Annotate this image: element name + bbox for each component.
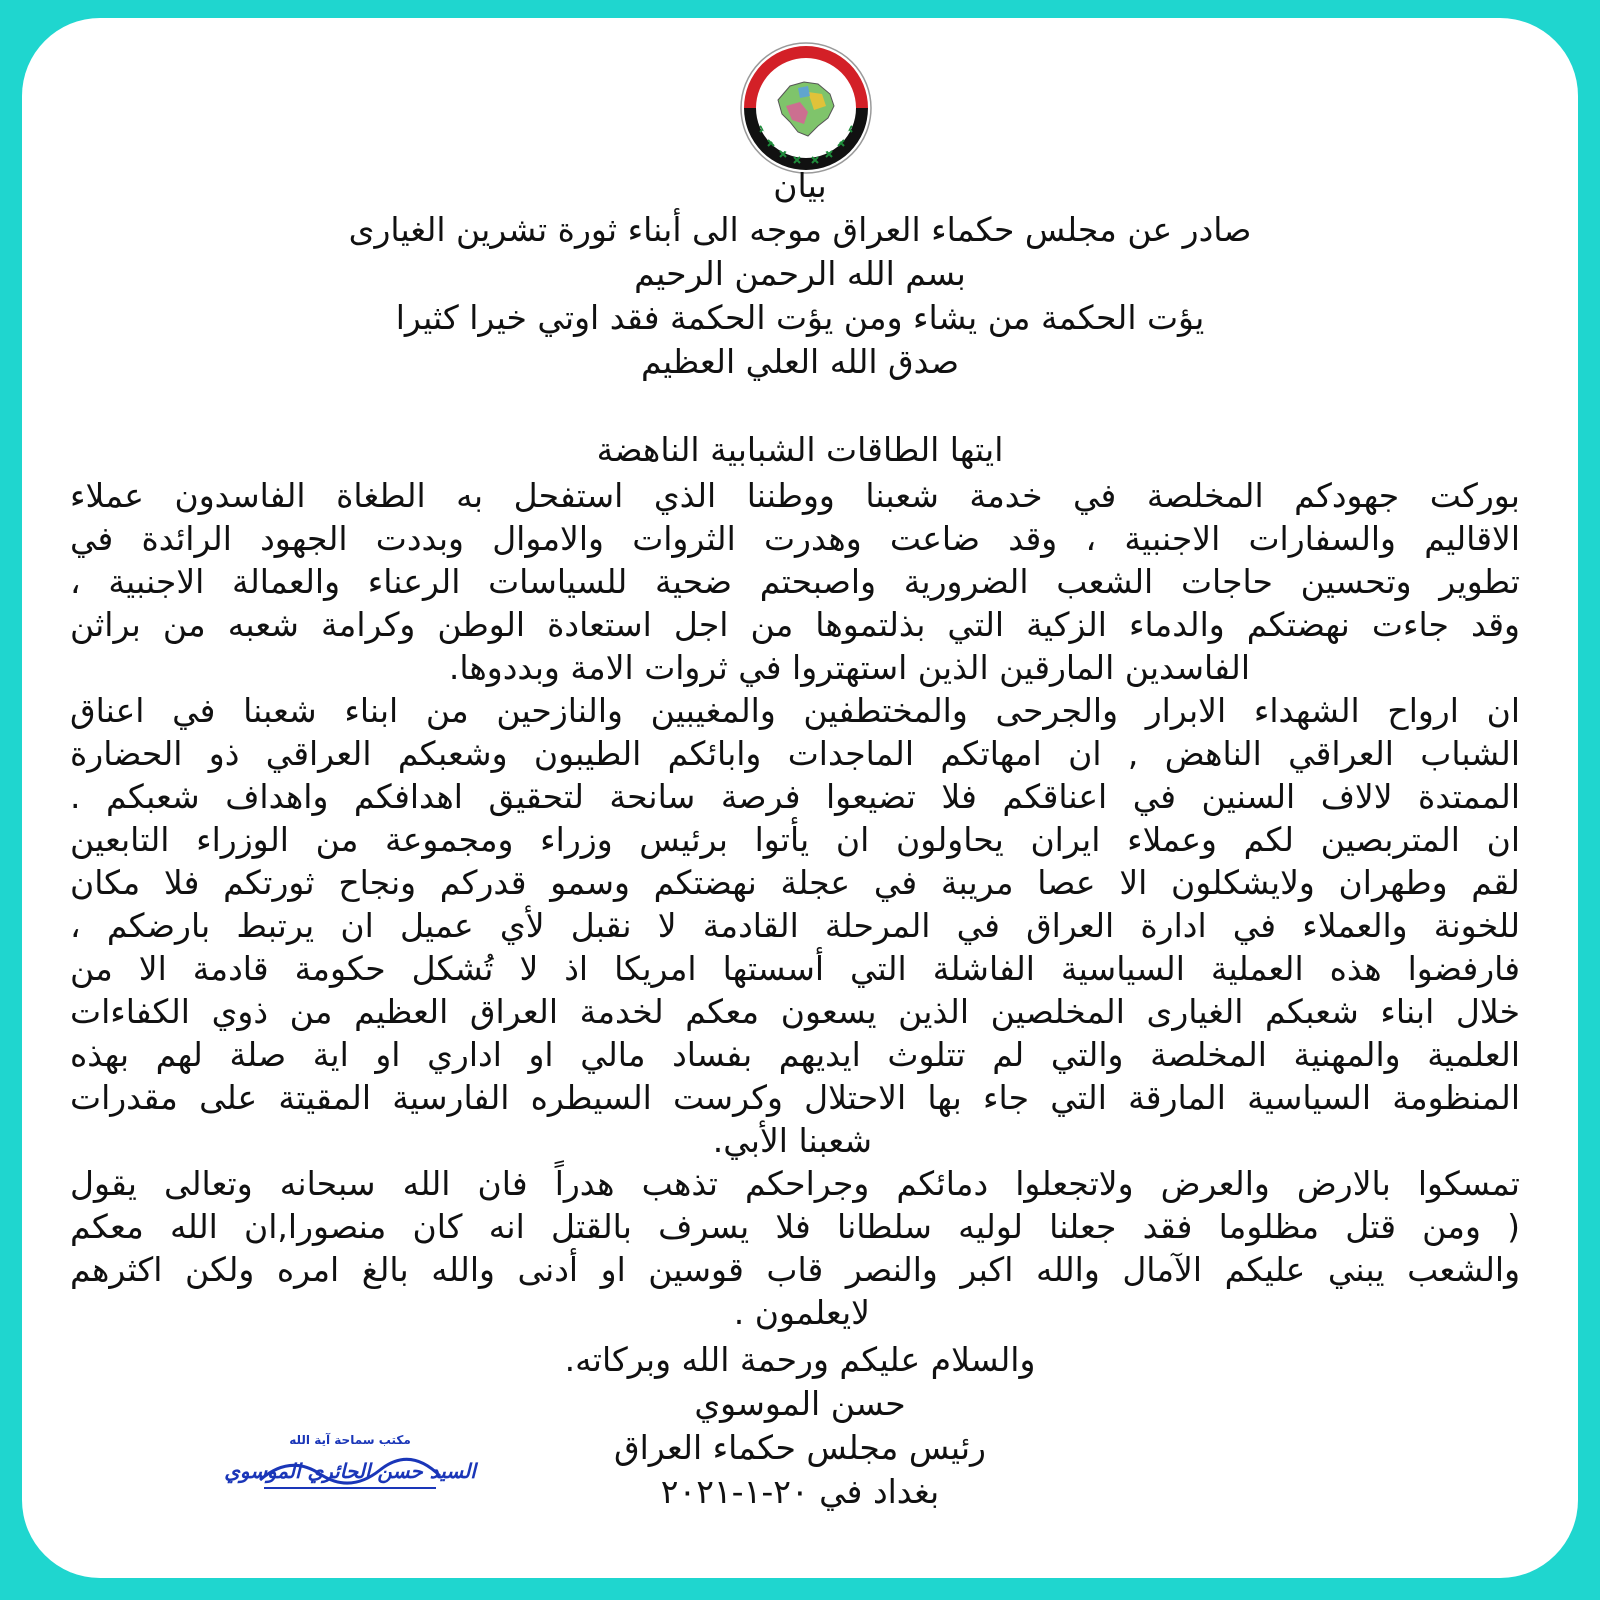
body-line: العلمية والمهنية المخلصة والتي لم تتلوث ايديهم بفساد مالي او اداري او اية صلة لهم بهذه (70, 1035, 1520, 1074)
body-line: لقم وطهران ولايشكلون الا عصا مريبة في عجلة نهضتكم وسمو قدركم ونجاح ثورتكم فلا مكان (70, 863, 1520, 902)
calligraphic-signature-seal (224, 1430, 476, 1498)
body-line: شعبنا الأبي. (712, 1121, 872, 1160)
statement-title: بيان (773, 166, 827, 205)
place-and-date: بغداد في ٢٠-١-٢٠٢١ (660, 1472, 940, 1511)
salutation: ايتها الطاقات الشبابية الناهضة (596, 430, 1004, 469)
basmala: بسم الله الرحمن الرحيم (634, 254, 966, 293)
body-line: ( ومن قتل مظلوما فقد جعلنا لوليه سلطانا فلا يسرف بالقتل انه كان منصورا,ان الله معكم (70, 1207, 1520, 1246)
body-line: وقد جاءت نهضتكم والدماء الزكية التي بذلتموها من اجل استعادة الوطن وكرامة شعبه من براثن (70, 605, 1520, 644)
body-line: الاقاليم والسفارات الاجنبية ، وقد ضاعت وهدرت الثروات والاموال وبددت الجهود الرائدة في (70, 519, 1520, 558)
signatory-position: رئيس مجلس حكماء العراق (614, 1428, 986, 1467)
body-line: تطوير وتحسين حاجات الشعب الضرورية واصبحتم ضحية للسياسات الرعناء والعمالة الاجنبية ، (70, 562, 1520, 601)
body-line: لايعلمون . (733, 1293, 870, 1332)
quran-verse: يؤت الحكمة من يشاء ومن يؤت الحكمة فقد اوتي خيرا كثيرا (395, 298, 1205, 337)
body-line: للخونة والعملاء في ادارة العراق في المرحلة القادمة لا نقبل لأي عميل ان يرتبط بارضكم ، (70, 906, 1520, 945)
body-line: والشعب يبني عليكم الآمال والله اكبر والنصر قاب قوسين او أدنى والله بالغ امره ولكن اكثرهم (70, 1250, 1520, 1289)
seal-top-text: مكتب سماحة آية الله (289, 1433, 411, 1447)
closing-greeting: والسلام عليكم ورحمة الله وبركاته. (564, 1340, 1036, 1379)
statement-subtitle: صادر عن مجلس حكماء العراق موجه الى أبناء ثورة تشرين الغيارى (348, 210, 1252, 249)
body-line: تمسكوا بالارض والعرض ولاتجعلوا دمائكم وجراحكم تذهب هدراً فان الله سبحانه وتعالى يقول (70, 1164, 1520, 1203)
body-line: الفاسدين المارقين الذين استهتروا في ثروات الامة وبددوها. (448, 648, 1250, 687)
seal-main-text: السيد حسن الحائري الموسوي (224, 1459, 476, 1483)
body-line: ان ارواح الشهداء الابرار والجرحى والمختطفين والمغيبين والنازحين من ابناء شعبنا في اعناق (70, 691, 1520, 730)
body-line: خلال ابناء شعبكم الغيارى المخلصين الذين يسعون معكم لخدمة العراق العظيم من ذوي الكفاءات (70, 992, 1520, 1031)
statement-page (22, 18, 1578, 1578)
verse-closing: صدق الله العلي العظيم (641, 342, 959, 381)
body-line: بوركت جهودكم المخلصة في خدمة شعبنا ووطننا الذي استفحل به الطغاة الفاسدون عملاء (70, 476, 1520, 515)
body-line: المنظومة السياسية المارقة التي جاء بها الاحتلال وكرست السيطره الفارسية المقيتة على مقدرات (70, 1078, 1520, 1117)
body-line: الممتدة لالاف السنين في اعناقكم فلا تضيعوا فرصة سانحة لتحقيق اهدافكم واهداف شعبكم . (70, 777, 1520, 816)
body-line: الشباب العراقي الناهض , ان امهاتكم الماجدات وابائكم الطيبون وشعبكم العراقي ذو الحضارة (70, 734, 1520, 773)
iraq-wise-council-logo (738, 40, 874, 176)
body-line: فارفضوا هذه العملية السياسية الفاشلة التي أسستها امريكا اذ لا تُشكل حكومة قادمة الا من (70, 949, 1520, 988)
signatory-name: حسن الموسوي (694, 1384, 906, 1423)
body-line: ان المتربصين لكم وعملاء ايران يحاولون ان يأتوا برئيس وزراء ومجموعة من الوزراء التابعين (70, 820, 1520, 859)
